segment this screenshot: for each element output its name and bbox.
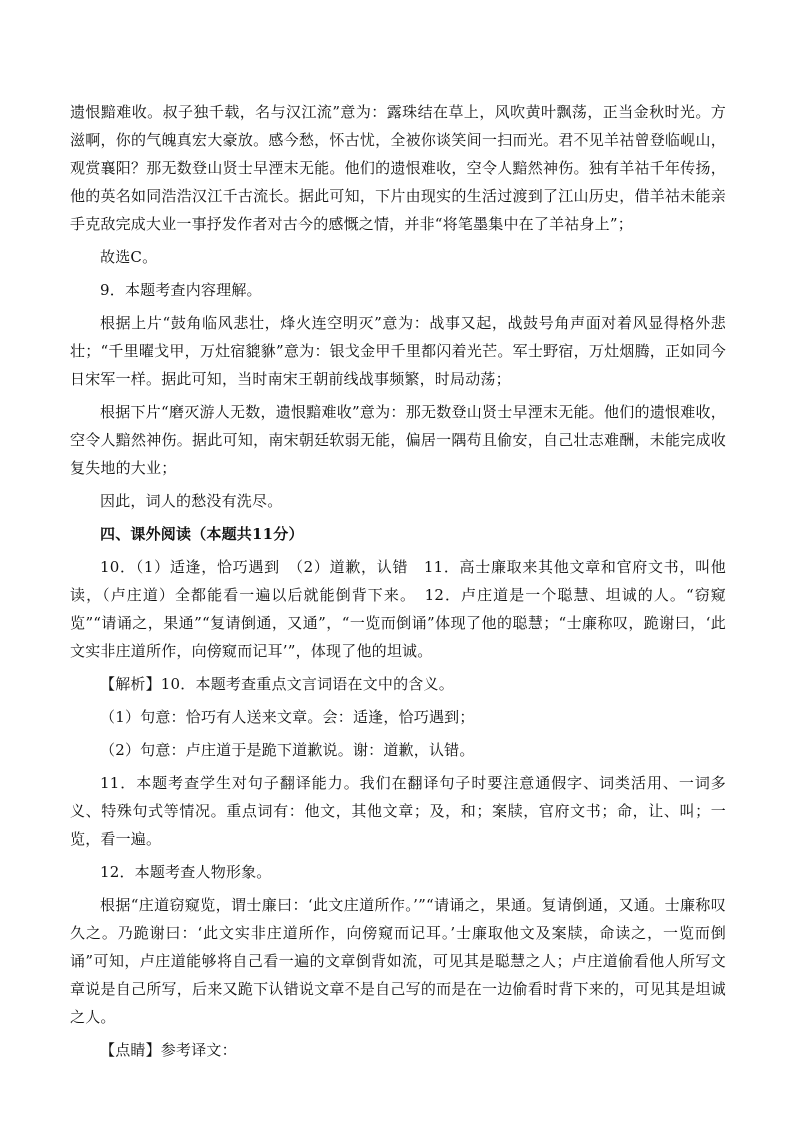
- analysis-12-intro: 12．本题考查人物形象。: [100, 863, 272, 881]
- analysis-12-detail: 根据“庄道窃窥览，谓士廉曰：‘此文庄道所作。’”“请诵之，果通。复请倒通，又通。士廉称叹久之。乃跪谢曰：‘此文实非庄道所作，向傍窥而记耳。’士廉取他文及案牍，命读之，一览而倒诵”可知，卢庄道能够将自己看一遍的文章倒背如流，可见其是聪慧之人；卢庄道偷看他人所写文章说是自己所写，后来又跪下认错说文章不是自己写的而是在一边偷看时背下来的，可见其是坦诚之人。: [70, 896, 726, 1026]
- analysis-11: 11．本题考查学生对句子翻译能力。我们在翻译句子时要注意通假字、词类活用、一词多义、特殊句式等情况。重点词有：他文，其他文章；及，和；案牍，官府文书；命，让、叫；一览，看一遍。: [70, 774, 726, 848]
- question-9-lower-analysis: 根据下片“磨灭游人无数，遗恨黯难收”意为：那无数登山贤士早湮末无能。他们的遗恨难收，空令人黯然神伤。据此可知，南宋朝廷软弱无能，偏居一隅苟且偷安，自己壮志难酬，未能完成收复失地的大业；: [70, 403, 726, 477]
- answers-10-12: 10．（1）适逢，恰巧遇到 （2）道歉，认错 11．高士廉取来其他文章和官府文书，叫他读，（卢庄道）全都能看一遍以后就能倒背下来。 12．卢庄道是一个聪慧、坦诚的人。“窃窥览”“请诵之，果通”“复请倒通，又通”，“一览而倒诵”体现了他的聪慧；“士廉称叹，跪谢曰，‘此文实非庄道所作，向傍窥而记耳’”，体现了他的坦诚。: [70, 558, 726, 660]
- analysis-10-item-2: （2）句意：卢庄道于是跪下道歉说。谢：道歉，认错。: [100, 741, 475, 759]
- reference-translation-heading: 【点睛】参考译文：: [100, 1041, 237, 1059]
- section-heading-extracurricular-reading: 四、课外阅读（本题共11分）: [100, 525, 304, 543]
- question-9-conclusion: 因此，词人的愁没有洗尽。: [100, 492, 283, 510]
- answer-8-continuation: 遗恨黯难收。叔子独千载，名与汉江流”意为：露珠结在草上，风吹黄叶飘荡，正当金秋时光。方滋啊，你的气魄真宏大豪放。感今愁，怀古忧，全被你谈笑间一扫而光。君不见羊祜曾登临岘山，观赏襄阳？那无数登山贤士早湮末无能。他们的遗恨难收，空令人黯然神伤。独有羊祜千年传扬，他的英名如同浩浩汉江千古流长。据此可知，下片由现实的生活过渡到了江山历史，借羊祜未能亲手克敌完成大业一事抒发作者对古今的感慨之情，并非“将笔墨集中在了羊祜身上”；: [70, 103, 726, 233]
- question-9-intro: 9．本题考查内容理解。: [100, 281, 262, 299]
- question-9-upper-analysis: 根据上片“鼓角临风悲壮，烽火连空明灭”意为：战事又起，战鼓号角声面对着风显得格外悲壮；“千里曜戈甲，万灶宿貔貅”意为：银戈金甲千里都闪着光芒。军士野宿，万灶烟腾，正如同今日宋军一样。据此可知，当时南宋王朝前线战事频繁，时局动荡；: [70, 314, 726, 388]
- document-body: [70, 98, 726, 1069]
- answer-8-choice: 故选C。: [100, 248, 158, 266]
- analysis-10-item-1: （1）句意：恰巧有人送来文章。会：适逢，恰巧遇到；: [100, 708, 475, 726]
- analysis-10-intro: 【解析】10．本题考查重点文言词语在文中的含义。: [100, 675, 454, 693]
